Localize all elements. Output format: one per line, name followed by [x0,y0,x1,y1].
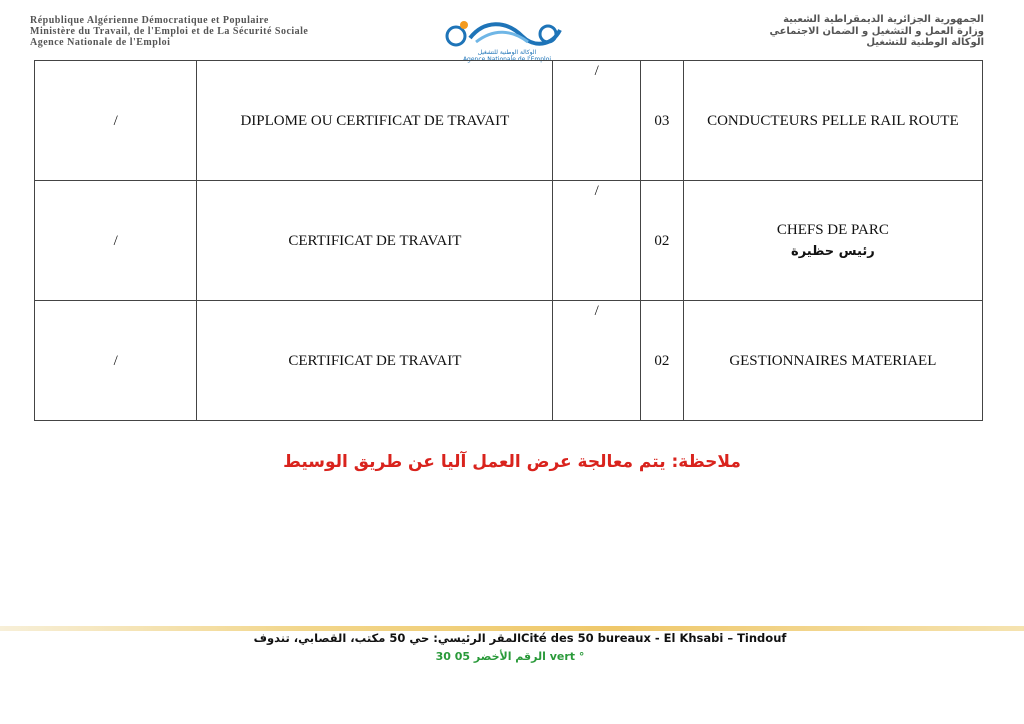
header-left-line: République Algérienne Démocratique et Populaire [30,15,269,26]
footer-green-number: الرقم الأخضر 05 30 vert ° [435,650,585,663]
header-right-line: وزارة العمل و التشغيل و الضمان الاجتماعي [769,25,984,37]
qualification-cell: CERTIFICAT DE TRAVAIT [197,301,553,421]
other-cell: / [35,61,197,181]
job-title: GESTIONNAIRES MATERIAEL [729,352,937,369]
anem-logo-icon [444,16,570,50]
job-cell [683,181,982,301]
job-cell [683,301,982,421]
qualification-cell: CERTIFICAT DE TRAVAIT [197,181,553,301]
job-title: CONDUCTEURS PELLE RAIL ROUTE [707,112,959,129]
header-left-line: Ministère du Travail, de l'Emploi et de La Sécurité Sociale [30,26,309,37]
job-offer-table [34,60,983,421]
table-row [35,61,983,181]
count-cell: 03 [640,61,683,181]
anem-logo [444,16,570,62]
processing-note: ملاحظة: يتم معالجة عرض العمل آليا عن طريق الوسيط [283,452,741,472]
count-cell: 02 [640,181,683,301]
job-cell [683,61,982,181]
header-left-line: Agence Nationale de l'Emploi [30,37,171,48]
empty-cell [553,181,641,301]
other-cell: / [35,301,197,421]
qualification-cell: DIPLOME OU CERTIFICAT DE TRAVAIT [197,61,553,181]
empty-cell [553,61,641,181]
job-title: CHEFS DE PARC [776,221,889,238]
logo-caption-ar: الوكالة الوطنية للتشغيل [477,49,537,56]
logo-caption-fr: Agence Nationale de l'Emploi [462,56,552,63]
empty-mark: / [594,63,599,79]
empty-mark: / [594,303,599,319]
other-cell: / [35,181,197,301]
footer-address-ar: المقر الرئيسي: حي 50 مكتب، القصابي، تندوف [253,631,522,645]
footer-address-fr: Cité des 50 bureaux - El Khsabi – Tindouf [521,631,787,645]
table-row [35,181,983,301]
empty-mark: / [594,183,599,199]
header-right-line: الوكالة الوطنية للتشغيل [866,37,984,48]
footer-address [180,631,860,645]
table-row [35,301,983,421]
header-right-line: الجمهورية الجزائرية الديمقراطية الشعبية [783,14,984,25]
job-title-arabic: رئيس حظيرة [791,243,875,259]
header-right-arabic [594,14,984,49]
count-cell: 02 [640,301,683,421]
header-left-french [30,15,430,48]
empty-cell [553,301,641,421]
